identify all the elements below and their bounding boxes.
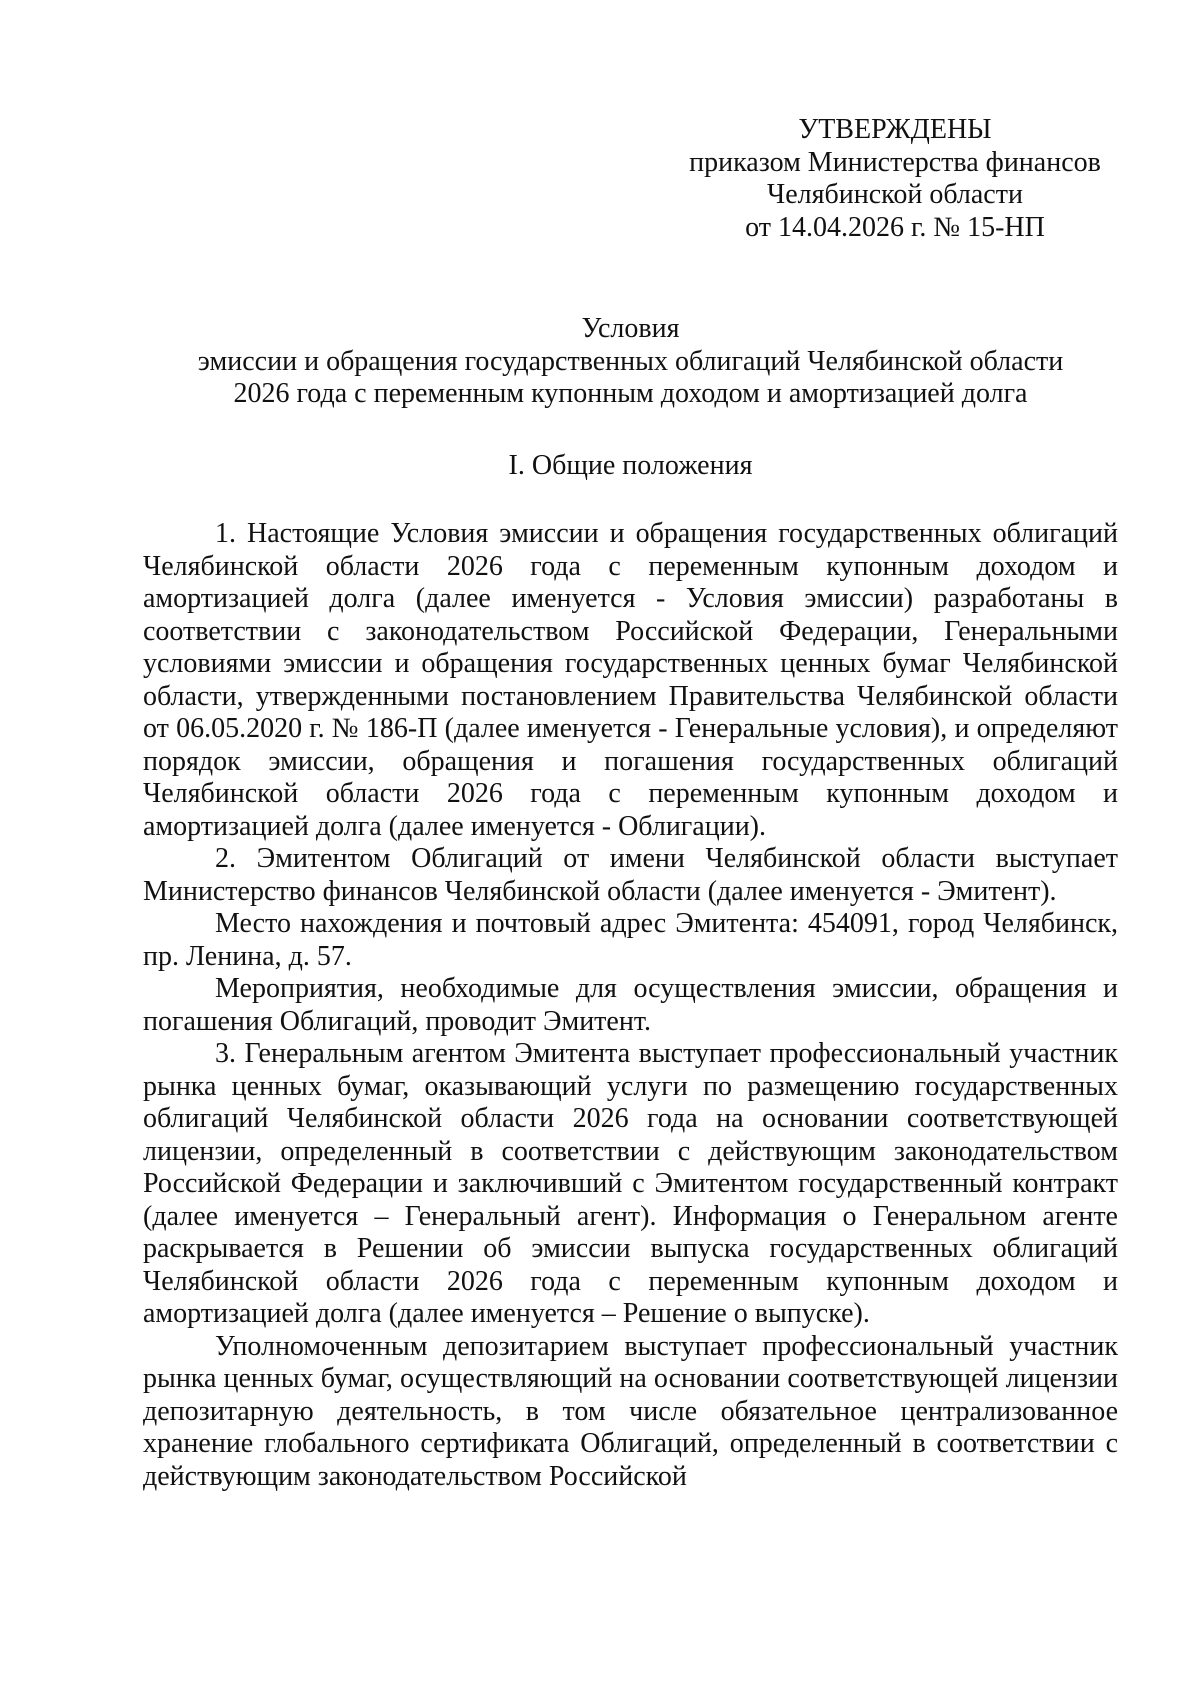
paragraph-2: 2. Эмитентом Облигаций от имени Челябинской области выступает Министерство финансов Челябинской области (далее именуется - Эмитент). (143, 843, 1118, 907)
approval-stamp (660, 114, 1130, 244)
paragraph-3: Место нахождения и почтовый адрес Эмитента: 454091, город Челябинск, пр. Ленина, д. 57. (143, 908, 1118, 972)
paragraph-1: 1. Настоящие Условия эмиссии и обращения государственных облигаций Челябинской области 2026 года с переменным купонным доходом и амортизацией долга (далее именуется - Условия эмиссии) разработаны в соответствии с законодательством Российской Федерации, Генеральными условиями эмиссии и обращения государственных ценных бумаг Челябинской области, утвержденными постановлением Правительства Челябинской области от 06.05.2020 г. № 186-П (далее именуется - Генеральные условия), и определяют порядок эмиссии, обращения и погашения государственных облигаций Челябинской области 2026 года с переменным купонным доходом и амортизацией долга (далее именуется - Облигации). (143, 518, 1118, 842)
paragraph-6: Уполномоченным депозитарием выступает профессиональный участник рынка ценных бумаг, осуществляющий на основании соответствующей лицензии депозитарную деятельность, в том числе обязательное централизованное хранение глобального сертификата Облигаций, определенный в соответствии с действующим законодательством Российской (143, 1330, 1118, 1492)
approval-line-1: приказом Министерства финансов (689, 146, 1101, 178)
document-title (143, 313, 1118, 411)
paragraph-5: 3. Генеральным агентом Эмитента выступает профессиональный участник рынка ценных бумаг, оказывающий услуги по размещению государственных облигаций Челябинской области 2026 года на основании соответствующей лицензии, определенный в соответствии с действующим законодательством Российской Федерации и заключивший с Эмитентом государственный контракт (далее именуется – Генеральный агент). Информация о Генеральном агенте раскрывается в Решении об эмиссии выпуска государственных облигаций Челябинской области 2026 года с переменным купонным доходом и амортизацией долга (далее именуется – Решение о выпуске). (143, 1038, 1118, 1329)
approval-line-2: Челябинской области (767, 179, 1023, 210)
title-line-1: Условия (581, 313, 680, 344)
approval-heading: УТВЕРЖДЕНЫ (798, 114, 992, 145)
approval-line-3: от 14.04.2026 г. № 15-НП (745, 211, 1045, 243)
document-body (143, 518, 1118, 1493)
section-heading: I. Общие положения (508, 450, 753, 481)
title-line-3: 2026 года с переменным купонным доходом и амортизацией долга (233, 378, 1028, 409)
paragraph-4: Мероприятия, необходимые для осуществления эмиссии, обращения и погашения Облигаций, проводит Эмитент. (143, 973, 1118, 1037)
title-line-2: эмиссии и обращения государственных облигаций Челябинской области (197, 345, 1064, 377)
